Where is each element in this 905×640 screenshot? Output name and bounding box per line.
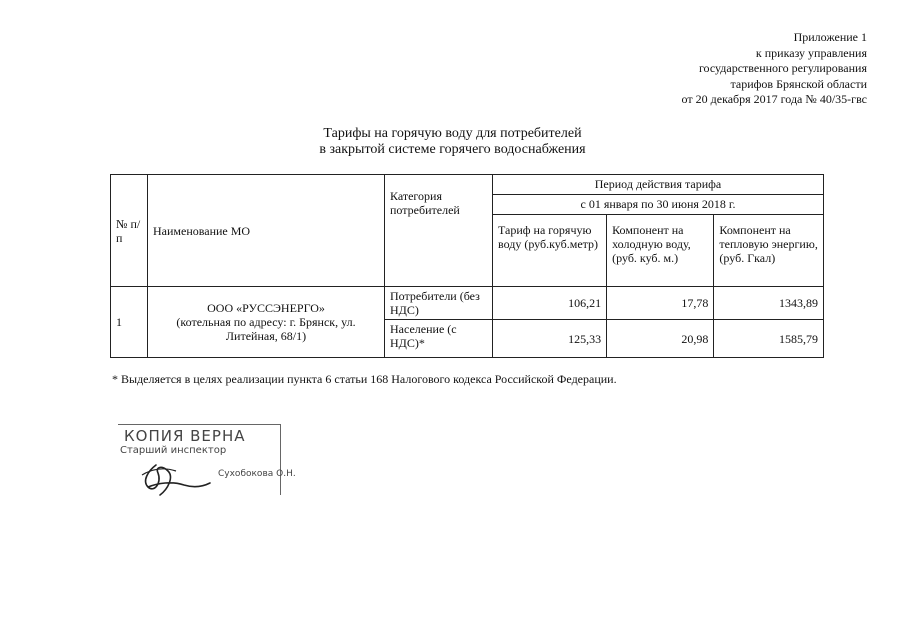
stamp-role: Старший инспектор [120, 445, 227, 456]
row-heat: 1585,79 [714, 320, 824, 358]
signature-icon [118, 425, 280, 505]
header-cold: Компонент на холодную воду, (руб. куб. м.) [607, 215, 714, 287]
header-heat: Компонент на тепловую энергию, (руб. Гкал) [714, 215, 824, 287]
document-title [0, 126, 905, 158]
row-tariff: 125,33 [493, 320, 607, 358]
title-line-2: в закрытой системе горячего водоснабжения [319, 142, 586, 157]
copy-stamp [118, 424, 296, 495]
appendix-header [682, 30, 867, 108]
tariff-table [110, 174, 824, 358]
header-period-dates: с 01 января по 30 июня 2018 г. [493, 195, 824, 215]
appendix-line-2: к приказу управления [755, 45, 867, 60]
header-num: № п/п [111, 175, 148, 287]
row-tariff: 106,21 [493, 287, 607, 320]
header-category: Категория потребителей [385, 175, 493, 287]
org-name: ООО «РУССЭНЕРГО» [207, 301, 325, 315]
row-category: Потребители (без НДС) [385, 287, 493, 320]
stamp-name: Сухобокова О.Н. [218, 469, 296, 479]
header-tariff: Тариф на горячую воду (руб.куб.метр) [493, 215, 607, 287]
title-line-1: Тарифы на горячую воду для потребителей [323, 126, 582, 141]
org-cell [148, 287, 385, 358]
table-row [111, 287, 824, 320]
appendix-line-4: тарифов Брянской области [730, 76, 867, 91]
org-address: (котельная по адресу: г. Брянск, ул. Литейная, 68/1) [176, 315, 356, 343]
stamp-title: КОПИЯ ВЕРНА [124, 427, 246, 445]
header-name: Наименование МО [148, 175, 385, 287]
header-row-1 [111, 175, 824, 195]
row-num: 1 [111, 287, 148, 358]
row-heat: 1343,89 [714, 287, 824, 320]
footnote: * Выделяется в целях реализации пункта 6 статьи 168 Налогового кодекса Российской Федерации. [112, 372, 617, 386]
appendix-line-5: от 20 декабря 2017 года № 40/35-гвс [681, 92, 867, 106]
appendix-line-1: Приложение 1 [793, 30, 867, 44]
row-cold: 17,78 [607, 287, 714, 320]
row-category: Население (с НДС)* [385, 320, 493, 358]
appendix-line-3: государственного регулирования [698, 61, 867, 75]
row-cold: 20,98 [607, 320, 714, 358]
header-period: Период действия тарифа [493, 175, 824, 195]
